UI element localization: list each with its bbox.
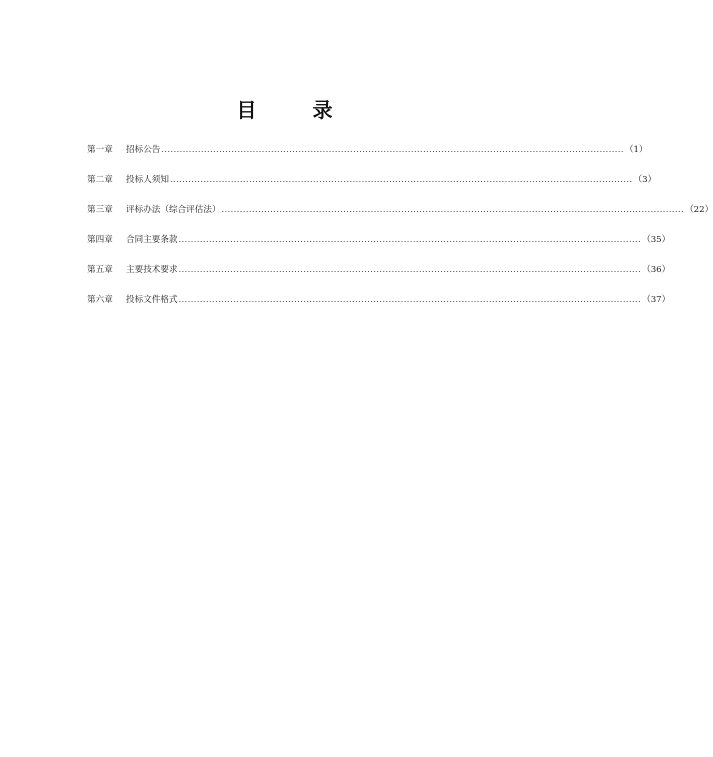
toc-page-number: （37） <box>642 295 671 305</box>
toc-page-number: （1） <box>624 145 648 155</box>
toc-entry-5[interactable] <box>87 262 671 277</box>
toc-page-number: （22） <box>685 205 713 215</box>
toc-chapter-title: 主要技术要求 <box>126 265 178 275</box>
toc-chapter-number: 第五章 <box>87 265 113 275</box>
page-title: 目 录 <box>236 98 351 122</box>
toc-leader-dots: ........................................................................................................................................................ <box>178 295 642 304</box>
toc-chapter-title: 合同主要条款 <box>126 235 178 245</box>
toc-entry-2[interactable] <box>87 172 657 187</box>
toc-leader-dots: ........................................................................................................................................................ <box>178 235 642 244</box>
toc-chapter-number: 第四章 <box>87 235 113 245</box>
toc-leader-dots: ........................................................................................................................................................ <box>221 205 685 214</box>
toc-chapter-title: 评标办法（综合评估法） <box>126 205 221 215</box>
toc-entry-6[interactable] <box>87 292 671 307</box>
toc-entry-3[interactable] <box>87 202 713 217</box>
toc-chapter-title: 投标人须知 <box>126 175 169 185</box>
toc-chapter-number: 第六章 <box>87 295 113 305</box>
toc-leader-dots: ........................................................................................................................................................ <box>161 145 624 154</box>
toc-chapter-number: 第一章 <box>87 145 113 155</box>
toc-page-number: （36） <box>642 265 671 275</box>
toc-leader-dots: ........................................................................................................................................................ <box>178 265 642 274</box>
toc-leader-dots: ........................................................................................................................................................ <box>169 175 633 184</box>
toc-page-number: （3） <box>633 175 657 185</box>
toc-chapter-number: 第三章 <box>87 205 113 215</box>
toc-entry-1[interactable] <box>87 142 648 157</box>
toc-entry-4[interactable] <box>87 232 671 247</box>
toc-page-number: （35） <box>642 235 671 245</box>
toc-chapter-title: 投标文件格式 <box>126 295 178 305</box>
toc-chapter-title: 招标公告 <box>126 145 161 155</box>
table-of-contents <box>87 142 713 322</box>
toc-chapter-number: 第二章 <box>87 175 113 185</box>
